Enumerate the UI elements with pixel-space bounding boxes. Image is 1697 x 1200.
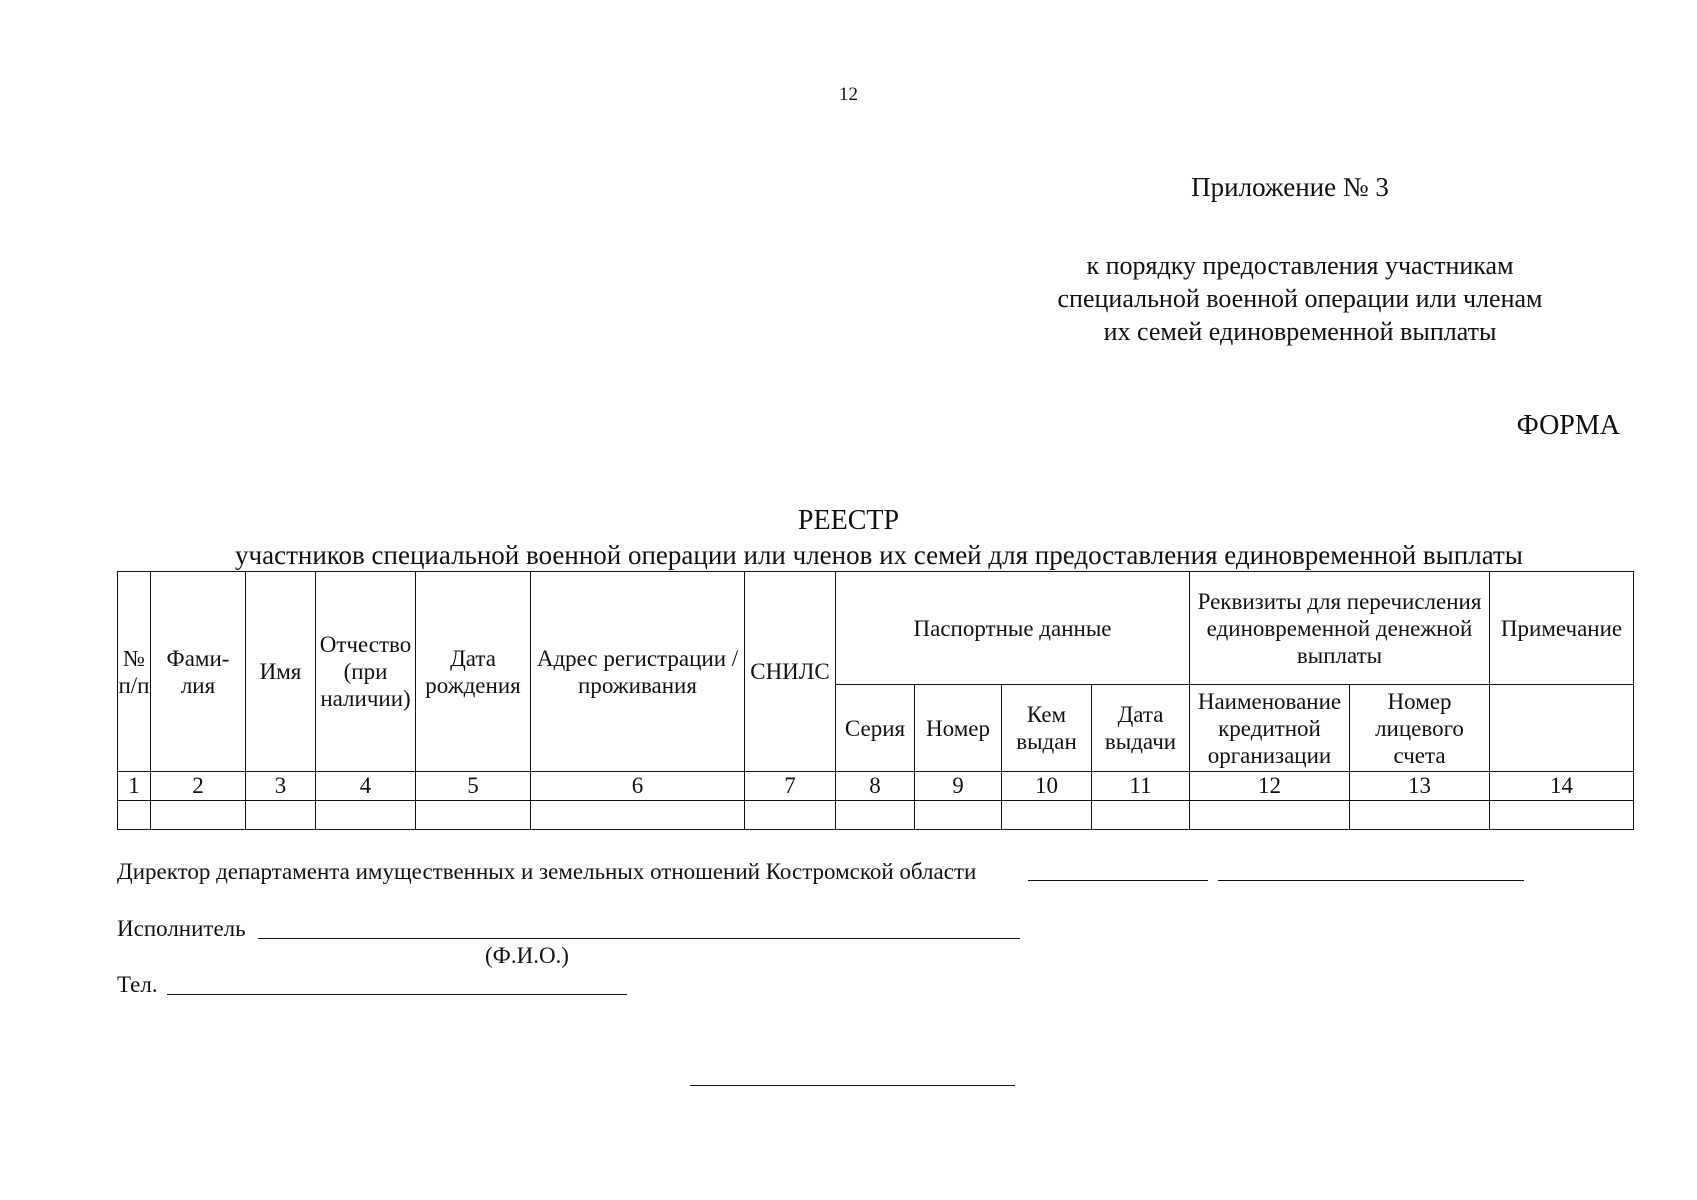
phone-label: Тел.: [117, 972, 158, 997]
header-series: Серия: [836, 685, 915, 772]
column-number: 2: [151, 772, 246, 801]
column-number: 10: [1002, 772, 1092, 801]
empty-cell: [151, 801, 246, 830]
column-number: 11: [1092, 772, 1190, 801]
column-number: 9: [915, 772, 1002, 801]
header-birth-date: Дата рождения: [416, 572, 531, 772]
appendix-subtitle-line: их семей единовременной выплаты: [1103, 317, 1497, 346]
column-number: 8: [836, 772, 915, 801]
empty-cell: [416, 801, 531, 830]
header-note: Примечание: [1490, 572, 1634, 685]
closing-line: [690, 1085, 1015, 1086]
header-note-empty: [1490, 685, 1634, 772]
executor-line: [258, 938, 1020, 939]
appendix-subtitle-line: специальной военной операции или членам: [1057, 284, 1543, 313]
column-number: 6: [531, 772, 745, 801]
column-number: 3: [246, 772, 316, 801]
empty-cell: [118, 801, 151, 830]
empty-cell: [1002, 801, 1092, 830]
page-number: 12: [839, 84, 858, 105]
empty-cell: [316, 801, 416, 830]
header-snils: СНИЛС: [745, 572, 836, 772]
appendix-subtitle-line: к порядку предоставления участникам: [1086, 251, 1514, 280]
header-bank-group: Реквизиты для перечисления единовременной денежной выплаты: [1190, 572, 1490, 685]
director-label: Директор департамента имущественных и земельных отношений Костромской области: [117, 859, 977, 884]
header-issued-by: Кем выдан: [1002, 685, 1092, 772]
executor-label: Исполнитель: [117, 916, 246, 941]
header-num: № п/п: [118, 572, 151, 772]
header-number: Номер: [915, 685, 1002, 772]
column-number: 13: [1350, 772, 1490, 801]
header-issue-date: Дата выдачи: [1092, 685, 1190, 772]
registry-title: РЕЕСТР: [797, 505, 900, 536]
phone-line: [167, 994, 627, 995]
header-bank-name: Наименование кредитной организации: [1190, 685, 1350, 772]
empty-cell: [836, 801, 915, 830]
column-number: 7: [745, 772, 836, 801]
empty-cell: [531, 801, 745, 830]
header-name: Имя: [246, 572, 316, 772]
director-signature-line: [1028, 880, 1208, 881]
registry-subtitle: участников специальной военной операции или членов их семей для предоставления единовременной выплаты: [235, 540, 1523, 570]
header-surname: Фами- лия: [151, 572, 246, 772]
appendix-subtitle: [1010, 249, 1590, 348]
empty-cell: [1092, 801, 1190, 830]
column-number: 4: [316, 772, 416, 801]
empty-cell: [1350, 801, 1490, 830]
fio-caption: (Ф.И.О.): [485, 943, 569, 968]
director-name-line: [1218, 880, 1524, 881]
header-address: Адрес регистрации / проживания: [531, 572, 745, 772]
column-number: 12: [1190, 772, 1350, 801]
empty-cell: [246, 801, 316, 830]
empty-cell: [1190, 801, 1350, 830]
header-passport-group: Паспортные данные: [836, 572, 1190, 685]
form-label: ФОРМА: [1516, 410, 1620, 441]
empty-cell: [745, 801, 836, 830]
empty-cell: [915, 801, 1002, 830]
column-number: 1: [118, 772, 151, 801]
registry-table: [117, 571, 1634, 830]
column-number: 5: [416, 772, 531, 801]
header-account: Номер лицевого счета: [1350, 685, 1490, 772]
empty-data-row: [118, 801, 1634, 830]
header-patronymic: Отчество (при наличии): [316, 572, 416, 772]
empty-cell: [1490, 801, 1634, 830]
appendix-title: Приложение № 3: [1191, 172, 1389, 202]
column-number: 14: [1490, 772, 1634, 801]
header-row: [118, 572, 1634, 685]
column-numbers-row: [118, 772, 1634, 801]
